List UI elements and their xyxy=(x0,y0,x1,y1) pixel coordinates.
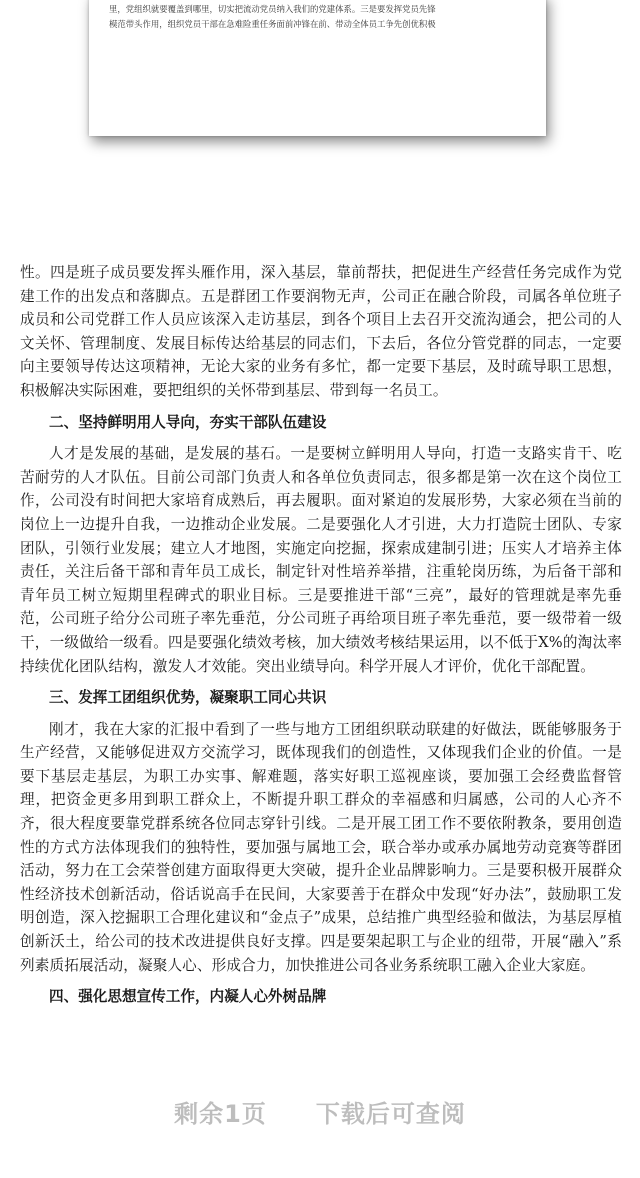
document-body xyxy=(20,261,622,1017)
previous-page-thumbnail xyxy=(89,0,546,136)
section-heading-3: 三、发挥工团组织优势，凝聚职工同心共识 xyxy=(49,689,327,707)
paragraph-continued: 性。四是班子成员要发挥头雁作用，深入基层，靠前帮扶，把促进生产经营任务完成作为党建工作的出发点和落脚点。五是群团工作要润物无声，公司正在融合阶段，司属各单位班子成员和公司党群工作人员应该深入走访基层，到各个项目上去召开交流沟通会，把公司的人文关怀、管理制度、发展目标传达给基层的同志们，下去后，各位分管党群的同志，一定要向主要领导传达这项精神，无论大家的业务有多忙，都一定要下基层，及时疏导职工思想，积极解决实际困难，要把组织的关怀带到基层、带到每一名员工。 xyxy=(20,264,622,399)
paragraph-talent: 人才是发展的基础，是发展的基石。一是要树立鲜明用人导向，打造一支路实肯干、吃苦耐劳的人才队伍。目前公司部门负责人和各单位负责同志，很多都是第一次在这个岗位工作，公司没有时间把大家培育成熟后，再去履职。面对紧迫的发展形势，大家必须在当前的岗位上一边提升自我，一边推动企业发展。二是要强化人才引进，大力打造院士团队、专家团队，引领行业发展；建立人才地图，实施定向挖掘，探索成建制引进；压实人才培养主体责任，关注后备干部和青年员工成长，制定针对性培养举措，注重轮岗历练，为后备干部和青年员工树立短期里程碑式的职业目标。三是要推进干部“三亮”，最好的管理就是率先垂范，公司班子给分公司班子率先垂范，分公司班子再给项目班子率先垂范，要一级带着一级干，一级做给一级看。四是要强化绩效考核，加大绩效考核结果运用，以不低于X%的淘汰率持续优化团队结构，激发人才效能。突出业绩导向。科学开展人才评价，优化干部配置。 xyxy=(20,445,622,675)
paragraph-union: 刚才，我在大家的汇报中看到了一些与地方工团组织联动联建的好做法，既能够服务于生产经营，又能够促进双方交流学习，既体现我们的创造性，又体现我们企业的价值。一是要下基层走基层，为职工办实事、解难题，落实好职工巡视座谈，要加强工会经费监督管理，把资金更多用到职工群众上，不断提升职工群众的幸福感和归属感，公司的人心齐不齐，很大程度要靠党群系统各位同志穿针引线。二是开展工团工作不要依附教条，要用创造性的方式方法体现我们的独特性，要加强与属地工会，联合举办或承办属地劳动竞赛等群团活动，努力在工会荣誉创建方面取得更大突破，提升企业品牌影响力。三是要积极开展群众性经济技术创新活动，俗话说高手在民间，大家要善于在群众中发现“好办法”，鼓励职工发明创造，深入挖掘职工合理化建议和“金点子”成果，总结推广典型经验和做法，为基层厚植创新沃土，给公司的技术改进提供良好支撑。四是要架起职工与企业的纽带，开展“融入”系列素质拓展活动，凝聚人心、形成合力，加快推进公司各业务系统职工融入企业大家庭。 xyxy=(20,720,622,974)
download-prompt[interactable] xyxy=(0,1090,640,1138)
download-to-view-label[interactable]: 下载后可查阅 xyxy=(315,1100,466,1128)
bottom-spacer xyxy=(0,1138,640,1178)
preview-line: 模范带头作用，组织党员干部在急难险重任务面前冲锋在前、带动全体员工争先创优积极 xyxy=(109,19,436,29)
remaining-pages-label: 剩余1页 xyxy=(174,1100,267,1128)
page-preview-area xyxy=(0,0,640,235)
section-heading-2: 二、坚持鲜明用人导向，夯实干部队伍建设 xyxy=(49,413,327,431)
section-heading-4: 四、强化思想宣传工作，内凝人心外树品牌 xyxy=(49,988,327,1006)
preview-line: 里，党组织就要覆盖到哪里，切实把流动党员纳入我们的党建体系。三是要发挥党员先锋 xyxy=(109,4,436,14)
